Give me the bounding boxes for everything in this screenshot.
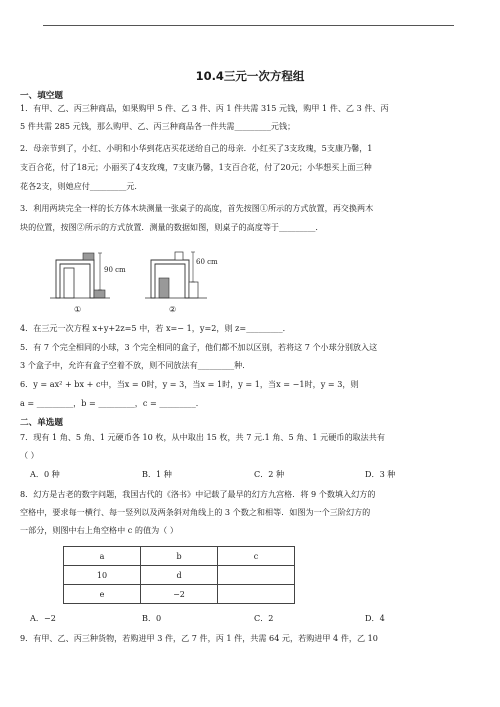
question-5-line-2: 3 个盒子中，允许有盒子空着不放，则不同放法有_________种． — [20, 360, 251, 370]
grid-row — [64, 585, 295, 604]
grid-cell: e — [64, 585, 141, 604]
section-heading-fill-in: 一、填空题 — [20, 91, 63, 101]
question-3-line-2: 块的位置，按图②所示的方式放置．测量的数据如图，则桌子的高度等于_________． — [20, 222, 324, 232]
table-1-outline — [56, 260, 94, 298]
grid-cell — [218, 566, 295, 585]
q8-choice-d[interactable]: D．4 — [365, 613, 385, 623]
table-measurement-figure — [50, 250, 240, 318]
figure-2-value: 60 cm — [196, 258, 218, 266]
block-standing-2 — [159, 278, 169, 298]
table-2-outline — [151, 260, 189, 298]
block-ground-1 — [94, 290, 105, 298]
question-1-line-1: 1．有甲、乙、丙三种商品，如果购甲 5 件、乙 3 件、丙 1 件共需 315 元钱，购甲 1 件、乙 3 件、丙 — [20, 103, 389, 113]
q7-choice-d[interactable]: D．3 种 — [365, 469, 396, 479]
figure-1-caption: ① — [74, 305, 82, 314]
block-top-2 — [175, 252, 183, 260]
grid-cell: a — [64, 547, 141, 566]
header-rule — [43, 25, 454, 26]
figure-2 — [145, 252, 218, 314]
q7-choice-a[interactable]: A．0 种 — [30, 469, 60, 479]
grid-cell: 10 — [64, 566, 141, 585]
grid-row — [64, 566, 295, 585]
grid-cell — [218, 585, 295, 604]
question-1-line-2: 5 件共需 285 元钱，那么购甲、乙、丙三种商品各一件共需_________元钱； — [20, 121, 296, 131]
block-ground-2 — [189, 282, 198, 298]
grid-cell: −2 — [141, 585, 218, 604]
figure-2-caption: ② — [169, 305, 177, 314]
q8-choice-a[interactable]: A．−2 — [30, 613, 56, 623]
block-standing-1 — [64, 268, 74, 298]
question-5-line-1: 5．有 7 个完全相同的小球，3 个完全相同的盒子，他们都不加以区别，若将这 7 个小球分别放入这 — [20, 342, 378, 352]
q8-choice-b[interactable]: B．0 — [142, 613, 162, 623]
question-8-choices — [0, 613, 500, 625]
question-7-line-2: （ ） — [20, 450, 39, 460]
grid-row — [64, 547, 295, 566]
question-8-line-3: 一部分，则图中右上角空格中 c 的值为（ ） — [20, 525, 178, 535]
section-heading-single-choice: 二、单选题 — [20, 418, 63, 428]
question-3-line-1: 3．利用两块完全一样的长方体木块测量一张桌子的高度，首先按图①所示的方式放置，再交换两木 — [20, 203, 374, 213]
question-6-line-2: a = _________，b = _________，c = _________． — [20, 398, 204, 408]
grid-cell: c — [218, 547, 295, 566]
question-7-line-1: 7．现有 1 角、5 角、1 元硬币各 10 枚，从中取出 15 枚，共 7 元.1 角、5 角、1 元硬币的取法共有 — [20, 432, 385, 442]
figure-1 — [50, 253, 126, 314]
magic-square-grid — [63, 546, 295, 604]
question-2-line-2: 支百合花，付了18元；小丽买了4支玫瑰，7支康乃馨，1支百合花，付了20元；小华想买上面三种 — [20, 162, 372, 172]
table-figure-svg — [50, 250, 240, 318]
question-2-line-1: 2．母亲节到了，小红、小明和小华到花店买花送给自己的母亲．小红买了3支玫瑰，5支康乃馨，1 — [20, 143, 373, 153]
q8-choice-c[interactable]: C．2 — [254, 613, 274, 623]
question-6-line-1: 6．y = ax² + bx + c中，当x = 0时，y = 3，当x = 1时，y = 1，当x = −1时，y = 3，则 — [20, 379, 359, 389]
question-2-line-3: 花各2支，则她应付_________元． — [20, 181, 143, 191]
question-4: 4．在三元一次方程 x+y+2z=5 中，若 x=− 1，y=2，则 z=_________． — [20, 323, 291, 333]
q7-choice-b[interactable]: B．1 种 — [142, 469, 172, 479]
question-7-choices — [0, 469, 500, 481]
question-9-line-1: 9．有甲、乙、丙三种货物，若购进甲 3 件，乙 7 件，丙 1 件，共需 64 元，若购进甲 4 件，乙 10 — [20, 633, 378, 643]
question-8-line-2: 空格中，要求每一横行、每一竖列以及两条斜对角线上的 3 个数之和相等．如图为一个三阶幻方的 — [20, 507, 371, 517]
question-8-line-1: 8．幻方是古老的数字问题，我国古代的《洛书》中记载了最早的幻方九宫格．将 9 个数填入幻方的 — [20, 489, 376, 499]
figure-1-value: 90 cm — [104, 266, 126, 274]
q7-choice-c[interactable]: C．2 种 — [254, 469, 285, 479]
grid-cell: d — [141, 566, 218, 585]
block-top-1 — [83, 253, 94, 260]
grid-cell: b — [141, 547, 218, 566]
page-title: 10.4三元一次方程组 — [195, 69, 305, 83]
